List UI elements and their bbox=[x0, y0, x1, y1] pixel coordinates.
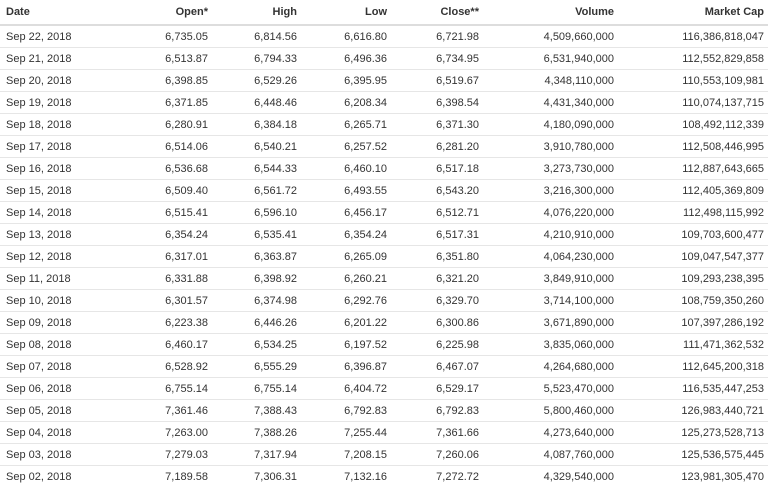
cell-close: 6,519.67 bbox=[391, 70, 483, 92]
cell-volume: 5,800,460,000 bbox=[483, 400, 618, 422]
cell-date: Sep 08, 2018 bbox=[0, 334, 90, 356]
cell-volume: 4,064,230,000 bbox=[483, 246, 618, 268]
cell-high: 6,363.87 bbox=[212, 246, 301, 268]
cell-close: 6,517.31 bbox=[391, 224, 483, 246]
cell-market-cap: 108,759,350,260 bbox=[618, 290, 768, 312]
cell-high: 6,374.98 bbox=[212, 290, 301, 312]
cell-high: 6,544.33 bbox=[212, 158, 301, 180]
cell-high: 6,794.33 bbox=[212, 48, 301, 70]
cell-low: 6,197.52 bbox=[301, 334, 391, 356]
cell-close: 6,543.20 bbox=[391, 180, 483, 202]
table-row bbox=[0, 422, 768, 444]
cell-open: 6,354.24 bbox=[90, 224, 212, 246]
table-row bbox=[0, 246, 768, 268]
cell-high: 6,535.41 bbox=[212, 224, 301, 246]
cell-date: Sep 06, 2018 bbox=[0, 378, 90, 400]
cell-date: Sep 16, 2018 bbox=[0, 158, 90, 180]
cell-market-cap: 112,508,446,995 bbox=[618, 136, 768, 158]
cell-open: 6,301.57 bbox=[90, 290, 212, 312]
cell-date: Sep 11, 2018 bbox=[0, 268, 90, 290]
column-header-open[interactable]: Open* bbox=[90, 0, 212, 25]
cell-date: Sep 15, 2018 bbox=[0, 180, 90, 202]
cell-date: Sep 20, 2018 bbox=[0, 70, 90, 92]
cell-high: 6,448.46 bbox=[212, 92, 301, 114]
cell-low: 7,132.16 bbox=[301, 466, 391, 488]
cell-open: 6,514.06 bbox=[90, 136, 212, 158]
cell-open: 6,513.87 bbox=[90, 48, 212, 70]
cell-close: 6,225.98 bbox=[391, 334, 483, 356]
cell-high: 6,446.26 bbox=[212, 312, 301, 334]
cell-volume: 3,910,780,000 bbox=[483, 136, 618, 158]
cell-market-cap: 112,645,200,318 bbox=[618, 356, 768, 378]
cell-high: 6,561.72 bbox=[212, 180, 301, 202]
cell-close: 6,300.86 bbox=[391, 312, 483, 334]
table-row bbox=[0, 444, 768, 466]
cell-low: 7,208.15 bbox=[301, 444, 391, 466]
cell-market-cap: 109,703,600,477 bbox=[618, 224, 768, 246]
cell-open: 6,223.38 bbox=[90, 312, 212, 334]
cell-date: Sep 18, 2018 bbox=[0, 114, 90, 136]
cell-market-cap: 110,553,109,981 bbox=[618, 70, 768, 92]
cell-volume: 4,329,540,000 bbox=[483, 466, 618, 488]
cell-high: 6,755.14 bbox=[212, 378, 301, 400]
cell-low: 6,404.72 bbox=[301, 378, 391, 400]
column-header-volume[interactable]: Volume bbox=[483, 0, 618, 25]
cell-volume: 3,671,890,000 bbox=[483, 312, 618, 334]
table-row bbox=[0, 356, 768, 378]
cell-market-cap: 112,405,369,809 bbox=[618, 180, 768, 202]
cell-volume: 3,849,910,000 bbox=[483, 268, 618, 290]
cell-date: Sep 12, 2018 bbox=[0, 246, 90, 268]
cell-volume: 3,216,300,000 bbox=[483, 180, 618, 202]
cell-high: 6,534.25 bbox=[212, 334, 301, 356]
cell-low: 7,255.44 bbox=[301, 422, 391, 444]
column-header-low[interactable]: Low bbox=[301, 0, 391, 25]
cell-volume: 4,273,640,000 bbox=[483, 422, 618, 444]
cell-close: 6,467.07 bbox=[391, 356, 483, 378]
cell-volume: 4,076,220,000 bbox=[483, 202, 618, 224]
cell-date: Sep 21, 2018 bbox=[0, 48, 90, 70]
table-row bbox=[0, 70, 768, 92]
cell-high: 7,388.43 bbox=[212, 400, 301, 422]
cell-open: 6,735.05 bbox=[90, 25, 212, 48]
cell-high: 6,384.18 bbox=[212, 114, 301, 136]
cell-date: Sep 14, 2018 bbox=[0, 202, 90, 224]
cell-low: 6,201.22 bbox=[301, 312, 391, 334]
table-row bbox=[0, 224, 768, 246]
cell-volume: 3,714,100,000 bbox=[483, 290, 618, 312]
cell-high: 6,540.21 bbox=[212, 136, 301, 158]
cell-date: Sep 04, 2018 bbox=[0, 422, 90, 444]
table-row bbox=[0, 268, 768, 290]
cell-close: 6,329.70 bbox=[391, 290, 483, 312]
column-header-date[interactable]: Date bbox=[0, 0, 90, 25]
cell-market-cap: 125,536,575,445 bbox=[618, 444, 768, 466]
cell-market-cap: 108,492,112,339 bbox=[618, 114, 768, 136]
cell-market-cap: 116,535,447,253 bbox=[618, 378, 768, 400]
cell-volume: 4,509,660,000 bbox=[483, 25, 618, 48]
cell-open: 6,371.85 bbox=[90, 92, 212, 114]
column-header-high[interactable]: High bbox=[212, 0, 301, 25]
cell-low: 6,496.36 bbox=[301, 48, 391, 70]
cell-date: Sep 02, 2018 bbox=[0, 466, 90, 488]
table-row bbox=[0, 92, 768, 114]
cell-close: 6,281.20 bbox=[391, 136, 483, 158]
table-row bbox=[0, 290, 768, 312]
table-row bbox=[0, 25, 768, 48]
cell-market-cap: 112,498,115,992 bbox=[618, 202, 768, 224]
table-row bbox=[0, 48, 768, 70]
cell-market-cap: 109,047,547,377 bbox=[618, 246, 768, 268]
cell-market-cap: 116,386,818,047 bbox=[618, 25, 768, 48]
cell-market-cap: 125,273,528,713 bbox=[618, 422, 768, 444]
cell-open: 7,361.46 bbox=[90, 400, 212, 422]
cell-open: 7,279.03 bbox=[90, 444, 212, 466]
cell-low: 6,260.21 bbox=[301, 268, 391, 290]
cell-high: 7,388.26 bbox=[212, 422, 301, 444]
cell-open: 6,528.92 bbox=[90, 356, 212, 378]
column-header-market-cap[interactable]: Market Cap bbox=[618, 0, 768, 25]
cell-open: 6,509.40 bbox=[90, 180, 212, 202]
table-body bbox=[0, 25, 768, 487]
cell-volume: 3,835,060,000 bbox=[483, 334, 618, 356]
cell-open: 6,280.91 bbox=[90, 114, 212, 136]
cell-volume: 4,180,090,000 bbox=[483, 114, 618, 136]
cell-close: 6,398.54 bbox=[391, 92, 483, 114]
cell-date: Sep 09, 2018 bbox=[0, 312, 90, 334]
cell-date: Sep 05, 2018 bbox=[0, 400, 90, 422]
cell-low: 6,493.55 bbox=[301, 180, 391, 202]
cell-volume: 4,348,110,000 bbox=[483, 70, 618, 92]
cell-market-cap: 126,983,440,721 bbox=[618, 400, 768, 422]
cell-close: 7,260.06 bbox=[391, 444, 483, 466]
cell-low: 6,616.80 bbox=[301, 25, 391, 48]
cell-low: 6,456.17 bbox=[301, 202, 391, 224]
table-header bbox=[0, 0, 768, 25]
cell-high: 7,306.31 bbox=[212, 466, 301, 488]
cell-close: 6,321.20 bbox=[391, 268, 483, 290]
cell-close: 6,512.71 bbox=[391, 202, 483, 224]
cell-date: Sep 07, 2018 bbox=[0, 356, 90, 378]
table-row bbox=[0, 400, 768, 422]
cell-date: Sep 19, 2018 bbox=[0, 92, 90, 114]
cell-market-cap: 111,471,362,532 bbox=[618, 334, 768, 356]
cell-low: 6,792.83 bbox=[301, 400, 391, 422]
cell-open: 6,317.01 bbox=[90, 246, 212, 268]
cell-close: 6,351.80 bbox=[391, 246, 483, 268]
table-row bbox=[0, 202, 768, 224]
cell-low: 6,460.10 bbox=[301, 158, 391, 180]
cell-low: 6,292.76 bbox=[301, 290, 391, 312]
cell-low: 6,265.09 bbox=[301, 246, 391, 268]
cell-open: 6,331.88 bbox=[90, 268, 212, 290]
cell-volume: 3,273,730,000 bbox=[483, 158, 618, 180]
cell-volume: 4,264,680,000 bbox=[483, 356, 618, 378]
cell-low: 6,396.87 bbox=[301, 356, 391, 378]
cell-close: 7,272.72 bbox=[391, 466, 483, 488]
cell-open: 7,263.00 bbox=[90, 422, 212, 444]
cell-close: 7,361.66 bbox=[391, 422, 483, 444]
cell-volume: 4,210,910,000 bbox=[483, 224, 618, 246]
cell-date: Sep 22, 2018 bbox=[0, 25, 90, 48]
cell-close: 6,529.17 bbox=[391, 378, 483, 400]
header-row bbox=[0, 0, 768, 25]
cell-high: 6,529.26 bbox=[212, 70, 301, 92]
cell-volume: 4,431,340,000 bbox=[483, 92, 618, 114]
cell-high: 6,555.29 bbox=[212, 356, 301, 378]
cell-high: 7,317.94 bbox=[212, 444, 301, 466]
cell-market-cap: 123,981,305,470 bbox=[618, 466, 768, 488]
cell-low: 6,354.24 bbox=[301, 224, 391, 246]
cell-volume: 6,531,940,000 bbox=[483, 48, 618, 70]
cell-close: 6,792.83 bbox=[391, 400, 483, 422]
cell-date: Sep 03, 2018 bbox=[0, 444, 90, 466]
cell-close: 6,721.98 bbox=[391, 25, 483, 48]
cell-date: Sep 10, 2018 bbox=[0, 290, 90, 312]
table-row bbox=[0, 334, 768, 356]
cell-market-cap: 110,074,137,715 bbox=[618, 92, 768, 114]
table-row bbox=[0, 136, 768, 158]
cell-low: 6,257.52 bbox=[301, 136, 391, 158]
cell-date: Sep 17, 2018 bbox=[0, 136, 90, 158]
cell-low: 6,265.71 bbox=[301, 114, 391, 136]
cell-high: 6,596.10 bbox=[212, 202, 301, 224]
table-row bbox=[0, 158, 768, 180]
table-row bbox=[0, 378, 768, 400]
cell-high: 6,814.56 bbox=[212, 25, 301, 48]
table-row bbox=[0, 180, 768, 202]
table-row bbox=[0, 312, 768, 334]
cell-volume: 4,087,760,000 bbox=[483, 444, 618, 466]
cell-low: 6,208.34 bbox=[301, 92, 391, 114]
cell-close: 6,734.95 bbox=[391, 48, 483, 70]
cell-close: 6,517.18 bbox=[391, 158, 483, 180]
cell-market-cap: 112,552,829,858 bbox=[618, 48, 768, 70]
cell-open: 6,755.14 bbox=[90, 378, 212, 400]
cell-open: 6,536.68 bbox=[90, 158, 212, 180]
cell-market-cap: 109,293,238,395 bbox=[618, 268, 768, 290]
cell-high: 6,398.92 bbox=[212, 268, 301, 290]
cell-open: 6,460.17 bbox=[90, 334, 212, 356]
table-row bbox=[0, 466, 768, 488]
column-header-close[interactable]: Close** bbox=[391, 0, 483, 25]
cell-open: 6,515.41 bbox=[90, 202, 212, 224]
cell-low: 6,395.95 bbox=[301, 70, 391, 92]
cell-date: Sep 13, 2018 bbox=[0, 224, 90, 246]
table-row bbox=[0, 114, 768, 136]
cell-market-cap: 107,397,286,192 bbox=[618, 312, 768, 334]
cell-close: 6,371.30 bbox=[391, 114, 483, 136]
cell-open: 7,189.58 bbox=[90, 466, 212, 488]
cell-volume: 5,523,470,000 bbox=[483, 378, 618, 400]
cell-market-cap: 112,887,643,665 bbox=[618, 158, 768, 180]
cell-open: 6,398.85 bbox=[90, 70, 212, 92]
